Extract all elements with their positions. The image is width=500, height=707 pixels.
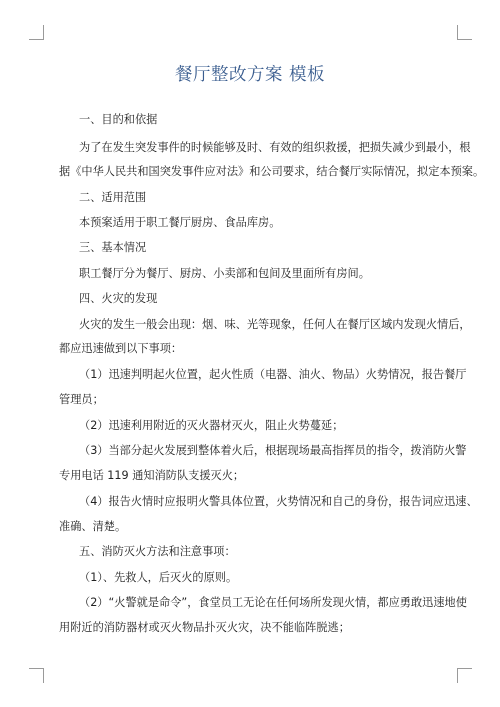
crop-mark-bottom-left: [29, 668, 44, 683]
list-item-4: （4）报告火情时应报明火警具体位置，火势情况和自己的身份，报告词应迅速、: [79, 495, 478, 508]
list-item-1-continued: 管理员；: [59, 393, 104, 406]
heading-scope: 二、适用范围: [79, 191, 147, 204]
document-title: 餐厅整改方案 模板: [174, 65, 326, 85]
list-item-5-1: （1）、先救人，后灭火的原则。: [79, 571, 238, 584]
list-item-3-continued: 专用电话 119 通知消防队支援灭火；: [59, 469, 245, 482]
paragraph-line: 本预案适用于职工餐厅厨房、食品库房。: [79, 216, 281, 229]
list-item-3: （3）当部分起火发展到整体着火后，根据现场最高指挥员的指令，拨消防火警: [79, 444, 467, 457]
heading-basic-info: 三、基本情况: [79, 241, 147, 254]
list-item-2: （2）迅速利用附近的灭火器材灭火，阻止火势蔓延；: [79, 419, 344, 432]
heading-purpose: 一、目的和依据: [79, 113, 158, 126]
paragraph-line: 都应迅速做到以下事项：: [59, 342, 183, 355]
list-item-5-2: （2）“火警就是命令”，食堂员工无论在任何场所发现火情，都应勇敢迅速地使: [79, 596, 467, 609]
paragraph-line: 据《中华人民共和国突发事件应对法》和公司要求，结合餐厅实际情况，拟定本预案。: [59, 165, 485, 178]
crop-mark-top-right: [457, 25, 472, 40]
list-item-5-2-continued: 用附近的消防器材或灭火物品扑灭火灾，决不能临阵脱逃；: [59, 621, 350, 634]
paragraph-line: 火灾的发生一般会出现：烟、味、光等现象，任何人在餐厅区域内发现火情后，: [79, 318, 471, 331]
heading-firefighting: 五、消防灭火方法和注意事项：: [79, 545, 236, 558]
crop-mark-top-left: [29, 25, 44, 40]
crop-mark-bottom-right: [457, 668, 472, 683]
paragraph-line: 为了在发生突发事件的时候能够及时、有效的组织救援，把损失减少到最小，根: [79, 141, 471, 154]
list-item-4-continued: 准确、清楚。: [59, 520, 127, 533]
paragraph-line: 职工餐厅分为餐厅、厨房、小卖部和包间及里面所有房间。: [79, 267, 370, 280]
heading-fire-detection: 四、火灾的发现: [79, 292, 158, 305]
list-item-1: （1）迅速判明起火位置，起火性质（电器、油火、物品）火势情况，报告餐厅: [79, 368, 467, 381]
